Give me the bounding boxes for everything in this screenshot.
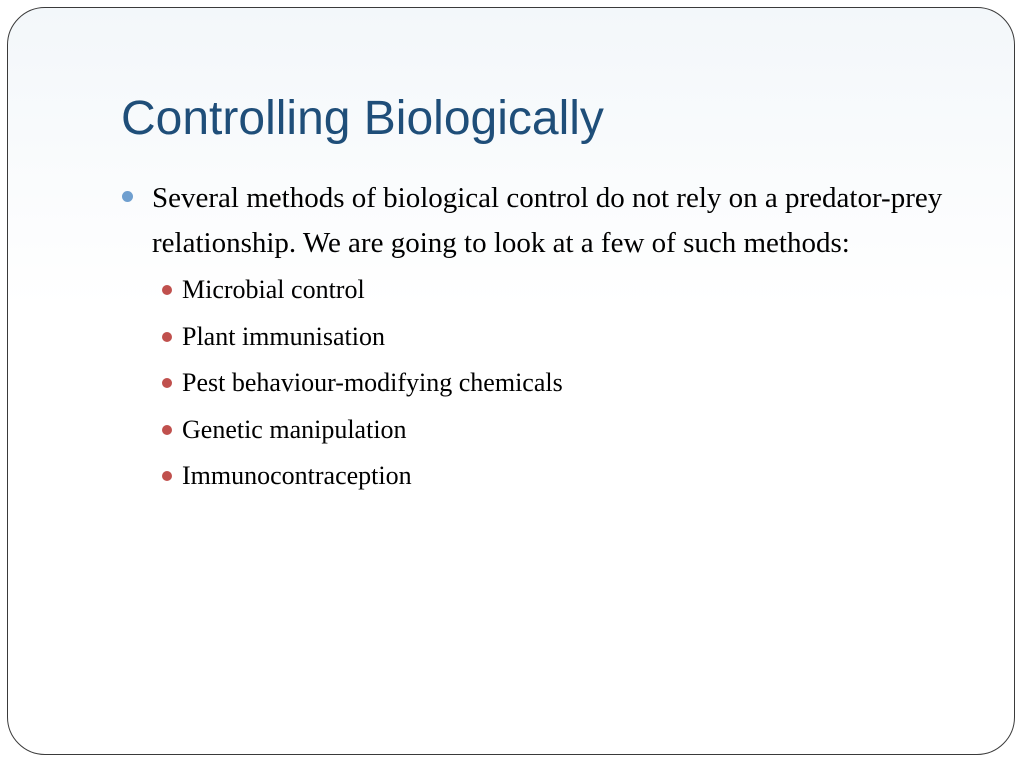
sub-bullet-text: Microbial control xyxy=(182,275,365,304)
sub-bullet-item xyxy=(120,319,950,355)
sub-bullet-text: Genetic manipulation xyxy=(182,414,407,444)
sub-bullet-text: Plant immunisation xyxy=(182,321,385,351)
sub-bullet-dot-icon xyxy=(162,425,172,435)
sub-bullet-item xyxy=(120,412,950,448)
slide-body xyxy=(120,176,950,505)
sub-bullet-dot-icon xyxy=(162,332,172,342)
sub-bullet-dot-icon xyxy=(162,378,172,388)
sub-bullet-text: Immunocontraception xyxy=(182,461,412,490)
slide xyxy=(7,7,1015,755)
slide-title: Controlling Biologically xyxy=(121,92,604,145)
sub-bullet-dot-icon xyxy=(162,285,172,295)
sub-bullet-list xyxy=(120,272,950,494)
sub-bullet-item xyxy=(120,458,950,494)
sub-bullet-item xyxy=(120,365,950,401)
sub-bullet-item xyxy=(120,272,950,308)
bullet-item-main xyxy=(120,176,950,266)
bullet-text: Several methods of biological control do not rely on a predator-prey relationship. We are going to look at a few of such methods: xyxy=(152,182,943,259)
sub-bullet-text: Pest behaviour-modifying chemicals xyxy=(182,368,563,397)
bullet-dot-icon xyxy=(122,191,133,202)
sub-bullet-dot-icon xyxy=(162,471,172,481)
